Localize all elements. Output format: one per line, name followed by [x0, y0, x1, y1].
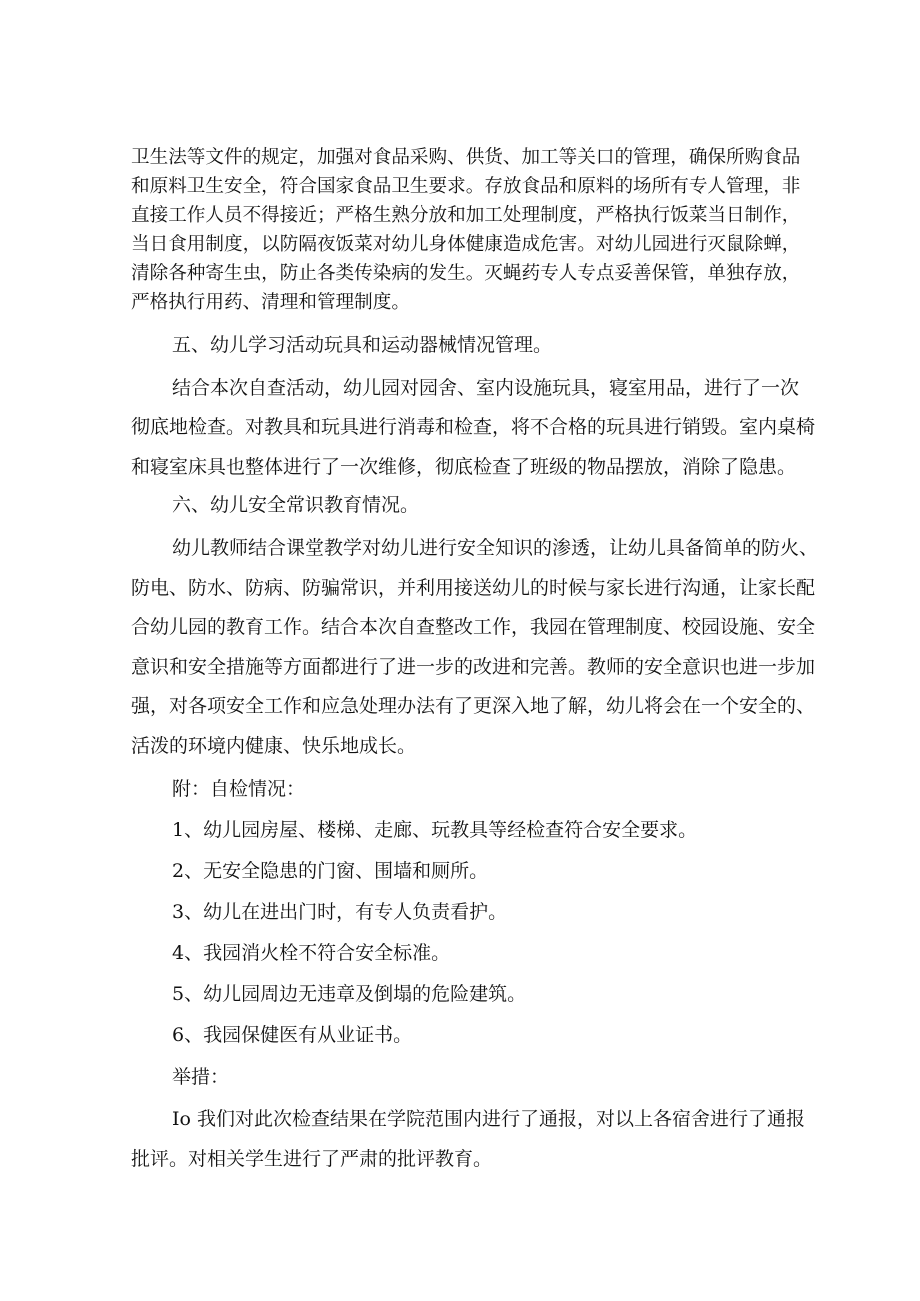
checklist-item: 5、幼儿园周边无违章及倒塌的危险建筑。	[172, 983, 527, 1005]
section-heading: 六、幼儿安全常识教育情况。	[172, 494, 420, 516]
checklist-item: 1、幼儿园房屋、楼梯、走廊、玩教具等经检查符合安全要求。	[172, 819, 698, 841]
paragraph-line: 直接工作人员不得接近；严格生熟分放和加工处理制度，严格执行饭菜当日制作，	[131, 205, 801, 226]
paragraph-line: 合幼儿园的教育工作。结合本次自查整改工作，我园在管理制度、校园设施、安全	[131, 616, 816, 638]
paragraph-line: 活泼的环境内健康、快乐地成长。	[131, 735, 417, 757]
paragraph-line: 当日食用制度，以防隔夜饭菜对幼儿身体健康造成危害。对幼儿园进行灭鼠除蝉，	[131, 234, 801, 255]
appendix-heading: 附：自检情况：	[172, 778, 306, 800]
paragraph-line: 彻底地检查。对教具和玩具进行消毒和检查，将不合格的玩具进行销毁。室内桌椅	[131, 416, 816, 438]
checklist-item: 2、无安全隐患的门窗、围墙和厕所。	[172, 860, 489, 882]
paragraph-line: Io 我们对此次检查结果在学院范围内进行了通报，对以上各宿舍进行了通报	[172, 1108, 805, 1130]
paragraph-line: 清除各种寄生虫，防止各类传染病的发生。灭蝇药专人专点妥善保管，单独存放，	[131, 263, 801, 284]
paragraph-line: 卫生法等文件的规定，加强对食品采购、供货、加工等关口的管理，确保所购食品	[131, 147, 801, 168]
measures-heading: 举措：	[172, 1066, 230, 1088]
paragraph-line: 幼儿教师结合课堂教学对幼儿进行安全知识的渗透，让幼儿具备简单的防火、	[172, 537, 819, 559]
section-heading: 五、幼儿学习活动玩具和运动器械情况管理。	[172, 334, 553, 356]
paragraph-line: 批评。对相关学生进行了严肃的批评教育。	[131, 1148, 493, 1170]
paragraph-line: 和寝室床具也整体进行了一次维修，彻底检查了班级的物品摆放，消除了隐患。	[131, 456, 797, 478]
checklist-item: 3、幼儿在进出门时，有专人负责看护。	[172, 901, 508, 923]
paragraph-line: 和原料卫生安全，符合国家食品卫生要求。存放食品和原料的场所有专人管理，非	[131, 176, 801, 197]
checklist-item: 4、我园消火栓不符合安全标准。	[172, 942, 451, 964]
paragraph-line: 强，对各项安全工作和应急处理办法有了更深入地了解，幼儿将会在一个安全的、	[131, 695, 816, 717]
paragraph-line: 结合本次自查活动，幼儿园对园舍、室内设施玩具，寝室用品，进行了一次	[172, 377, 800, 399]
paragraph-line: 意识和安全措施等方面都进行了进一步的改进和完善。教师的安全意识也进一步加	[131, 656, 816, 678]
paragraph-line: 防电、防水、防病、防骗常识，并利用接送幼儿的时候与家长进行沟通，让家长配	[131, 577, 816, 599]
checklist-item: 6、我园保健医有从业证书。	[172, 1024, 413, 1046]
paragraph-line: 严格执行用药、清理和管理制度。	[131, 292, 410, 313]
